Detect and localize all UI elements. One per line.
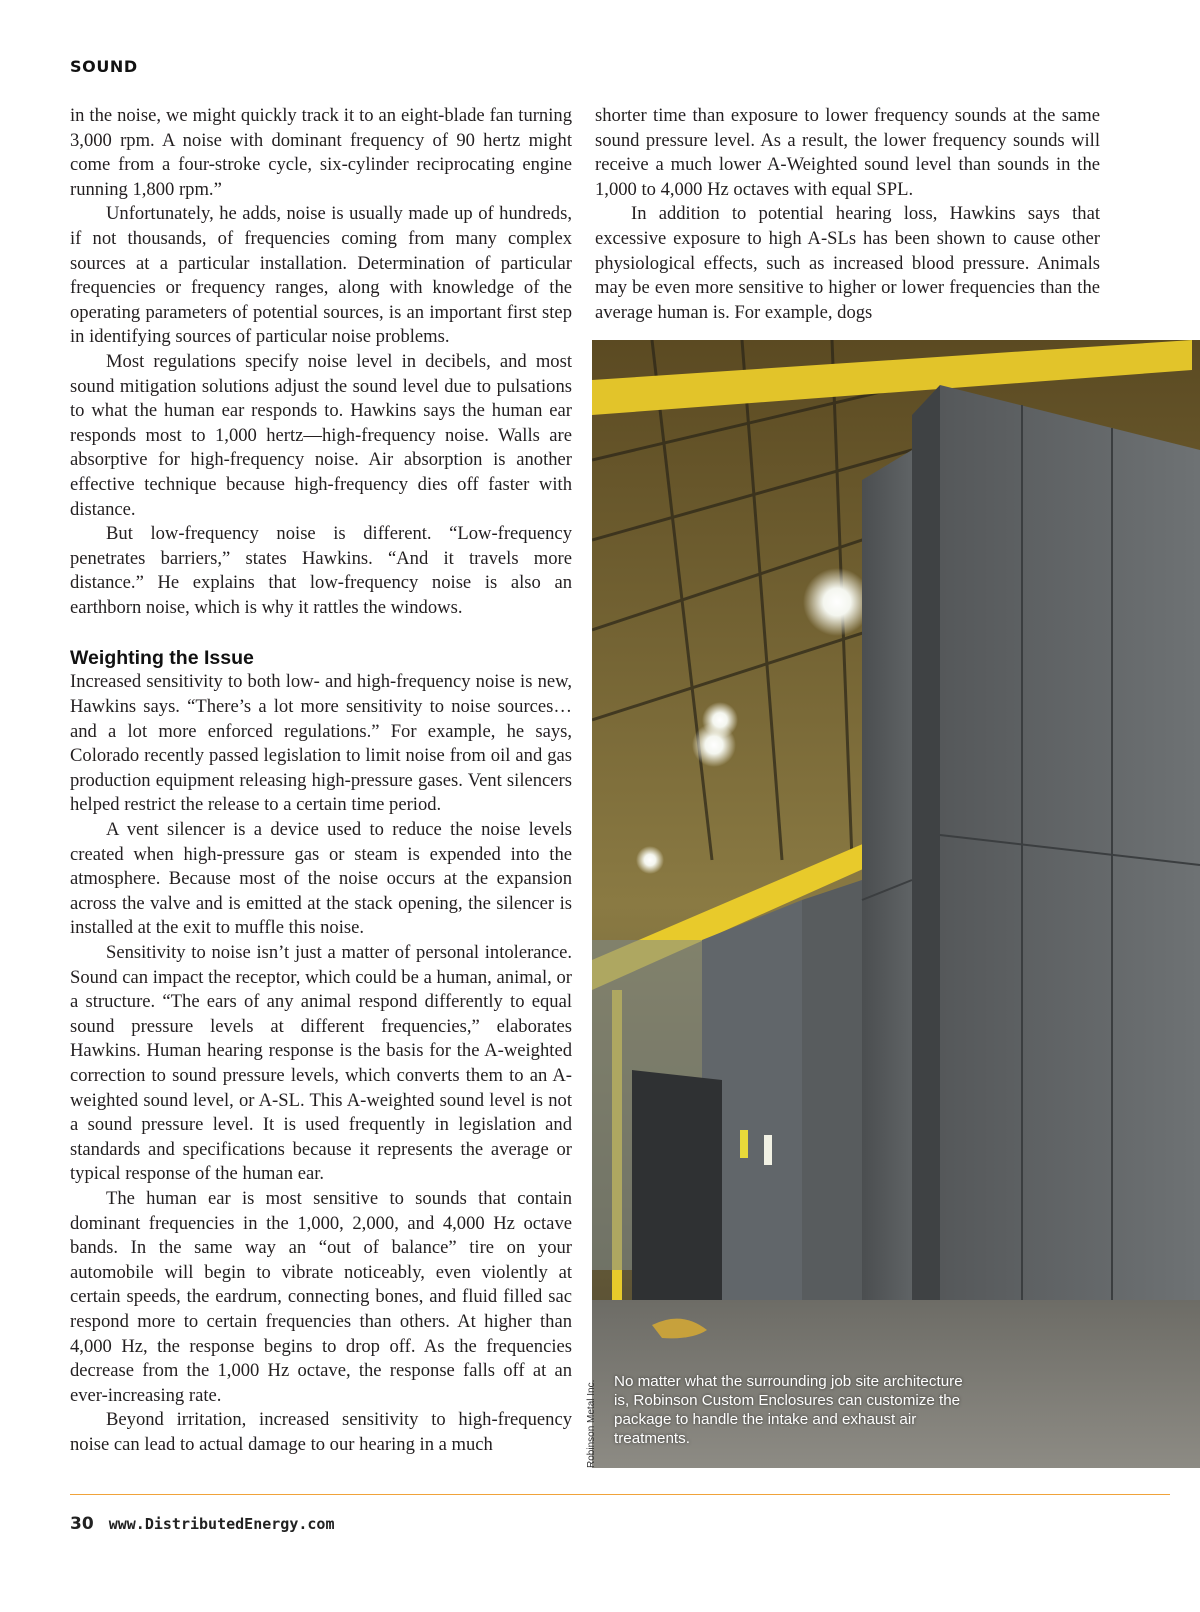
paragraph: in the noise, we might quickly track it to an eight-blade fan turning 3,000 rpm. A noise with dominant frequency of 90 hertz might come from a four-stroke cycle, six-cylinder reciprocating engine running 1,800 rpm.” (70, 105, 572, 200)
paragraph: Most regulations specify noise level in decibels, and most sound mitigation solutions adjust the sound level due to pulsations to what the human ear responds to. Hawkins says the human ear responds most to 1,000 hertz—high-frequency noise. Walls are absorptive for high-frequency noise. Air absorption is another effective technique because high-frequency dies off faster with distance. (70, 350, 572, 520)
section-label: SOUND (70, 57, 138, 76)
enclosure-photo (592, 340, 1200, 1468)
paragraph: But low-frequency noise is different. “Low-frequency penetrates barriers,” states Hawkins. “And it travels more distance.” He explains that low-frequency noise is also an earthborn noise, which is why it rattles the windows. (70, 523, 572, 618)
footer-url: www.DistributedEnergy.com (108, 1515, 335, 1533)
paragraph: Beyond irritation, increased sensitivity to high-frequency noise can lead to actual damage to our hearing in a much (70, 1409, 572, 1455)
paragraph: Increased sensitivity to both low- and high-frequency noise is new, Hawkins says. “There’s a lot more sensitivity to noise sources…and a lot more enforced regulations.” For example, he says, Colorado recently passed legislation to limit noise from oil and gas production equipment releasing high-pressure gases. Vent silencers helped restrict the release to a certain time period. (70, 671, 572, 816)
photo-caption: No matter what the surrounding job site architecture is, Robinson Custom Enclosures can customize the package to handle the intake and exhaust air treatments. (614, 1373, 963, 1447)
paragraph: In addition to potential hearing loss, Hawkins says that excessive exposure to high A-SLs has been shown to cause other physiological effects, such as increased blood pressure. Animals may be even more sensitive to higher or lower frequencies than the average human is. For example, dogs (595, 203, 1100, 323)
paragraph: Sensitivity to noise isn’t just a matter of personal intolerance. Sound can impact the receptor, which could be a human, animal, or a structure. “The ears of any animal respond differently to equal sound pressure levels at different frequencies,” elaborates Hawkins. Human hearing response is the basis for the A-weighted correction to sound pressure levels, which converts them to an A-weighted sound level, or A-SL. This A-weighted sound level is not a sound pressure level. It is used frequently in legislation and standards and specifications because it represents the average or typical response of the human ear. (70, 942, 572, 1185)
section-subheading: Weighting the Issue (70, 647, 254, 670)
article-right-column (595, 104, 1100, 325)
page-footer (70, 1514, 334, 1534)
paragraph: The human ear is most sensitive to sounds that contain dominant frequencies in the 1,000, 2,000, and 4,000 Hz octave bands. In the same way an “out of balance” tire on your automobile will begin to vibrate noticeably, even violently at certain speeds, the eardrum, connecting bones, and fluid filled sac respond more to certain frequencies than others. At higher than 4,000 Hz, the response begins to drop off. As the frequencies decrease from the 1,000 Hz octave, the response falls off at an ever-increasing rate. (70, 1187, 572, 1406)
paragraph: shorter time than exposure to lower frequency sounds at the same sound pressure level. As a result, the lower frequency sounds will receive a much lower A-Weighted sound level than sounds in the 1,000 to 4,000 Hz octaves with equal SPL. (595, 105, 1100, 200)
page-number: 30 (70, 1514, 94, 1534)
article-left-column (70, 104, 572, 1457)
footer-divider (70, 1494, 1170, 1495)
paragraph: Unfortunately, he adds, noise is usually made up of hundreds, if not thousands, of frequencies coming from many complex sources at a particular installation. Determination of particular frequencies or frequency ranges, along with knowledge of the operating parameters of potential sources, is an important first step in identifying sources of particular noise problems. (70, 203, 572, 348)
paragraph: A vent silencer is a device used to reduce the noise levels created when high-pressure gas or steam is expended into the atmosphere. Because most of the noise occurs at the expansion across the valve and is emitted at the stack opening, the silencer is installed at the exit to muffle this noise. (70, 819, 572, 939)
photo-credit: Robinson Metal Inc. (586, 1379, 597, 1468)
